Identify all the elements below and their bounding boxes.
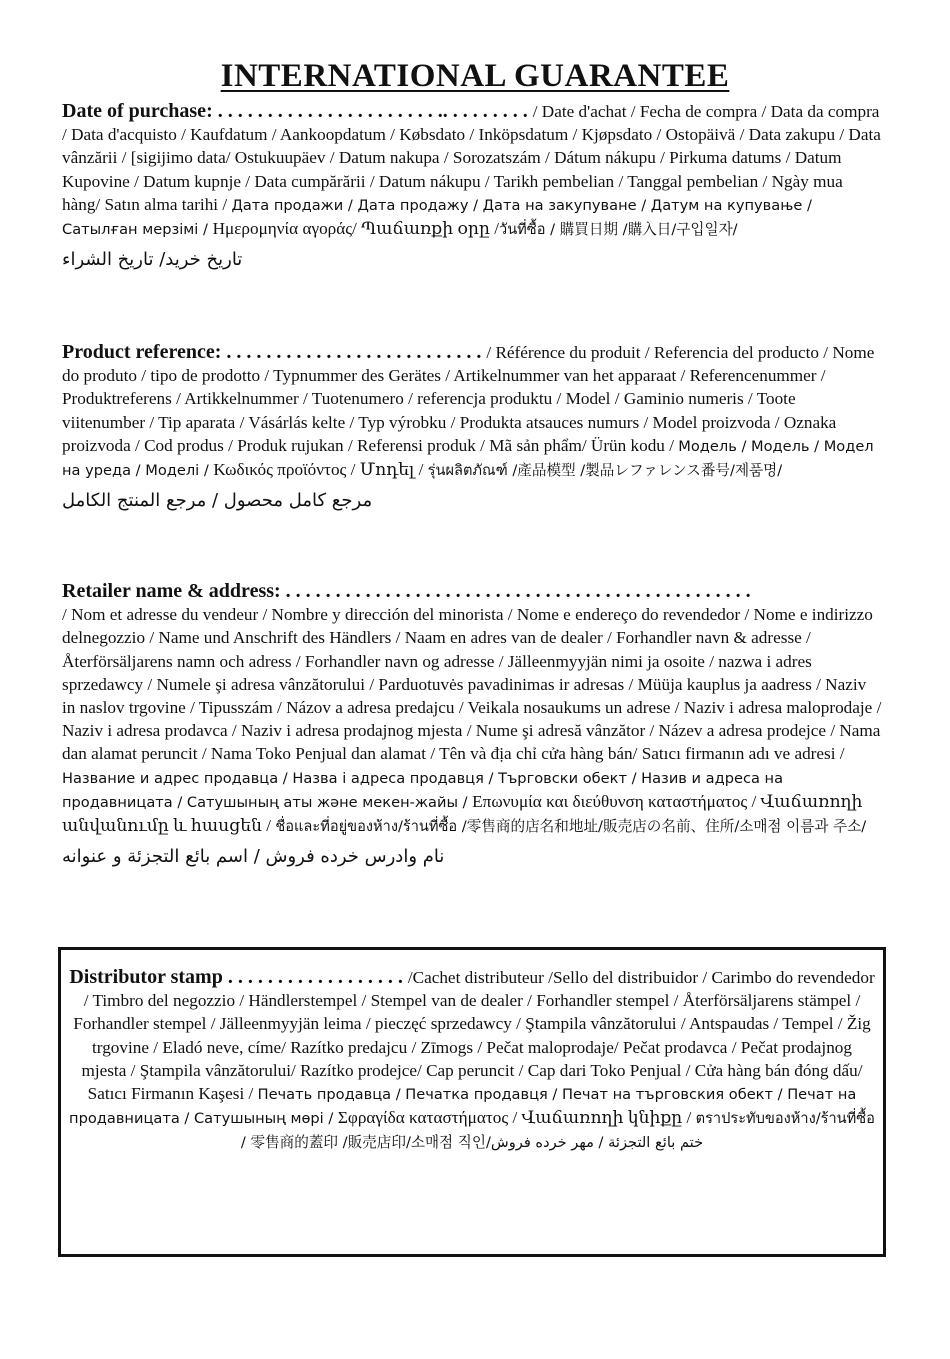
distributor-stamp-text xyxy=(69,966,875,1155)
stamp-translations-arabic: ختم بائع التجزئة / مهر خرده فروش xyxy=(490,1134,704,1152)
product-reference-dots: . . . . . . . . . . . . . . . . . . . . . . . . . . xyxy=(221,341,487,363)
date-translations-arabic: تاريخ خريد/ تاريخ الشراء xyxy=(62,249,243,271)
retailer-translations-cyrillic: Название и адрес продавца / Назва і адреса продавця / Търговски обект / Назив и адреса на продавницата / Сатушының аты және мекен-жайы / xyxy=(62,769,784,811)
stamp-translations-asian: ตราประทับของห้าง/ร้านที่ซื้อ / 零售商的蓋印 /販売店印/소매점 직인/ xyxy=(240,1110,875,1152)
retailer-dots: . . . . . . . . . . . . . . . . . . . . . . . . . . . . . . . . . . . . . . . . . . . . . . . xyxy=(280,580,751,602)
stamp-translations-greek-armenian: Σφραγίδα καταστήματος / Վաճառողի կնիքը / xyxy=(337,1108,696,1128)
retailer-translations-arabic-line xyxy=(62,846,882,867)
page-title: INTERNATIONAL GUARANTEE xyxy=(220,58,730,94)
stamp-translations-cyrillic: Печать продавца / Печатка продавця / Печат на търговския обект / Печат на продавницата / Сатушының мөрі / xyxy=(69,1086,857,1128)
distributor-stamp-content xyxy=(69,966,875,1155)
stamp-translations: /Cachet distributeur /Sello del distribuidor / Carimbo do revendedor / Timbro del negozzio / Händlerstempel / Stempel van de dealer / Forhandler stempel / Återförsäljarens stämpel / Forhandler stempel / Jälleenmyyjän leima / pieczęć sprzedawcy / Ştampila vânzătorului / Antspaudas / Tempel / Žig trgovine / Eladó neve, címe/ Razítko predajcu / Zīmogs / Pečat maloprodaje/ Pečat prodavca / Pečat prodajnog mjesta / Ştampila vânzătorului/ Razítko prodejce/ Cap peruncit / Cap dari Toko Penjual / Cửa hàng bán đóng dấu/ Satıcı Firmanın Kaşesi / xyxy=(73,968,875,1104)
retailer-text xyxy=(62,580,882,838)
distributor-stamp-box xyxy=(58,947,886,1257)
date-of-purchase-label: Date of purchase: xyxy=(62,100,213,122)
retailer-label: Retailer name & address: xyxy=(62,580,281,602)
product-reference-section xyxy=(62,341,882,511)
retailer-section xyxy=(62,580,882,867)
distributor-stamp-dots: . . . . . . . . . . . . . . . . . . xyxy=(222,966,408,988)
date-of-purchase-dots: . . . . . . . . . . . . . . . . . . . . . . .. . . . . . . . . xyxy=(212,100,533,122)
product-translations: / Référence du produit / Referencia del producto / Nome do produto / tipo de prodotto / Typnummer des Gerätes / Artikelnummer van het apparaat / Referencenummer / Produktreferens / Artikkelnummer / Tuotenumero / referencja produktu / Model / Gaminio numeris / Toote viitenumber / Tip aparata / Vásárlás kelte / Typ výrobku / Produkta atsauces numurs / Model proizvoda / Oznaka proizvoda / Cod produs / Produk rujukan / Referensi produk / Mã sản phẩm/ Ürün kodu / xyxy=(62,343,875,455)
retailer-translations-asian: ชื่อและที่อยู่ของห้าง/ร้านที่ซื้อ /零售商的店名和地址/販売店の名前、住所/소매점 이름과 주소/ xyxy=(275,818,867,836)
product-translations-cyrillic: Модель / Модель / Модел на уреда / Моделі / xyxy=(62,437,874,480)
product-translations-greek-armenian: Κωδικός προϊόντος / Մոդել / xyxy=(213,460,428,480)
date-of-purchase-section xyxy=(62,100,882,270)
date-translations-greek-armenian: Ημερομηνία αγοράς/ Պաճառքի օրը / xyxy=(212,219,499,239)
product-translations-arabic: مرجع كامل محصول / مرجع المنتج الكامل xyxy=(62,490,373,512)
date-translations-cyrillic: Дата продажи / Дата продажу / Дата на закупуване / Датум на купување / Сатылған мерзімі / xyxy=(62,196,812,239)
product-translations-arabic-line xyxy=(62,490,882,511)
date-of-purchase-text xyxy=(62,100,882,241)
date-translations: / Date d'achat / Fecha de compra / Data da compra / Data d'acquisto / Kaufdatum / Aankoopdatum / Købsdato / Inköpsdatum / Kjøpsdato / Ostopäivä / Data zakupu / Data vânzării / [sigijimo data/ Ostukuupäev / Datum nakupa / Sorozatszám / Dátum nákupu / Pirkuma datums / Datum Kupovine / Datum kupnje / Data cumpărării / Datum nákupu / Tarikh pembelian / Tanggal pembelian / Ngày mua hàng/ Satın alma tarihi / xyxy=(62,102,881,214)
retailer-translations-arabic: نام وادرس خرده فروش / اسم بائع التجزئة و عنوانه xyxy=(62,846,445,868)
date-translations-arabic-line xyxy=(62,249,882,270)
product-reference-text xyxy=(62,341,882,482)
product-translations-asian: รุ่นผลิตภัณฑ์ /產品模型 /製品レファレンス番号/제품명/ xyxy=(427,462,783,480)
product-reference-label: Product reference: xyxy=(62,341,222,363)
date-translations-asian: วันที่ซื้อ / 購買日期 /購入日/구입일자/ xyxy=(499,221,738,239)
retailer-translations: / Nom et adresse du vendeur / Nombre y dirección del minorista / Nome e endereço do revendedor / Nome e indirizzo delnegozzio / Name und Anschrift des Händlers / Naam en adres van de dealer / Forhandler navn & adresse / Återförsäljarens namn och adress / Forhandler navn og adresse / Jälleenmyyjän nimi ja osoite / nazwa i adres sprzedawcy / Numele şi adresa vânzătorului / Parduotuvės pavadinimas ir adresas / Müüja kauplus ja aadress / Naziv in naslov trgovine / Tipusszám / Názov a adresa predajcu / Veikala nosaukums un adrese / Naziv i adresa maloprodaje / Naziv i adresa prodavca / Naziv i adresa prodajnog mjesta / Nume şi adresă vânzător / Název a adresa prodejce / Nama dan alamat peruncit / Nama Toko Penjual dan alamat / Tên và địa chỉ cửa hàng bán/ Satıcı firmanın adı ve adresi / xyxy=(62,605,882,764)
distributor-stamp-label: Distributor stamp xyxy=(69,966,223,988)
retailer-translations-greek-armenian: Επωνυμία και διεύθυνση καταστήματος / Վաճառողի անվանումը և հասցեն / xyxy=(62,791,863,836)
